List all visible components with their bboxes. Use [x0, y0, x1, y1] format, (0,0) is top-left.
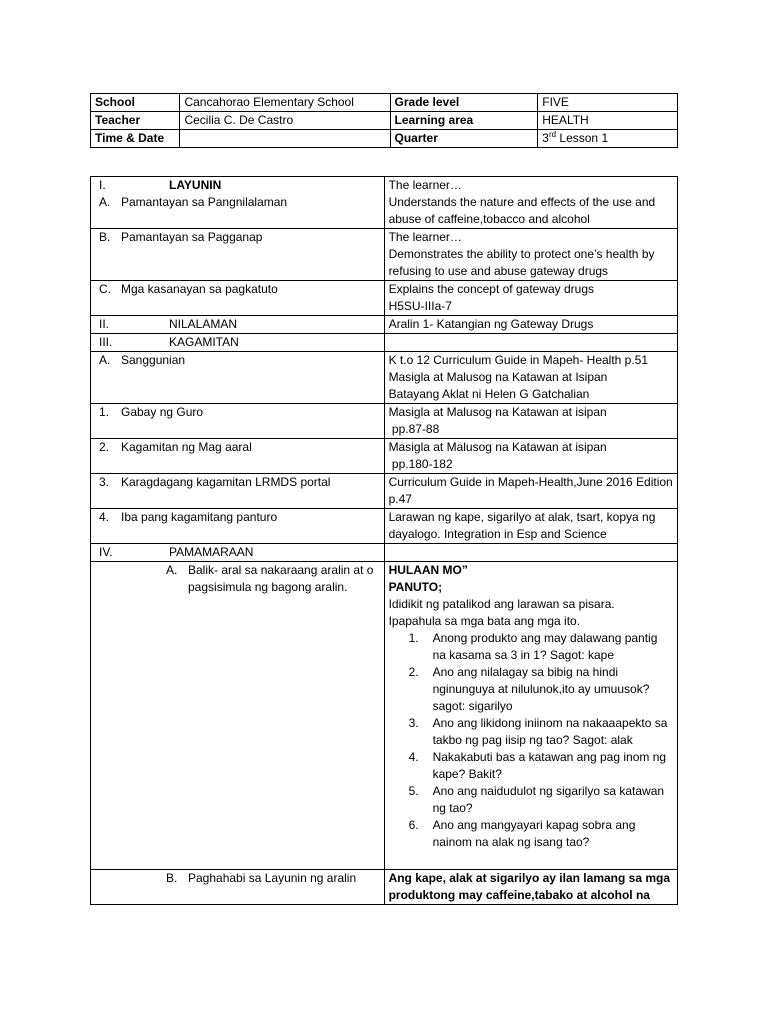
section-title: LAYUNIN: [169, 178, 222, 192]
letter-b: B.: [166, 871, 178, 885]
letter-a: A.: [166, 563, 178, 577]
row-value-cell: [384, 562, 677, 870]
quarter-rest: Lesson 1: [556, 131, 609, 145]
empty-cell: [384, 544, 677, 562]
item-num: 1.: [99, 405, 110, 419]
teacher-label: Teacher: [91, 112, 180, 130]
row-label-cell: [91, 474, 385, 509]
table-row: [91, 439, 678, 474]
row-label-cell: [91, 229, 385, 281]
row-value: The learner…: [388, 230, 462, 244]
item-num: 3.: [408, 716, 419, 730]
row-value-cell: [384, 281, 677, 316]
instruction-line: Ididikit ng patalikod ang larawan sa pisara.: [388, 597, 615, 611]
table-row: [91, 112, 678, 130]
row-label-cell: [91, 281, 385, 316]
table-row: [91, 562, 678, 870]
table-row: [91, 352, 678, 404]
quarter-num: 3: [542, 131, 549, 145]
list-item: [389, 630, 673, 664]
row-label-cell: [91, 352, 385, 404]
row-value-cell: [384, 229, 677, 281]
row-label-cell: [91, 439, 385, 474]
roman-3: III.: [99, 335, 113, 349]
row-value: Aralin 1- Katangian ng Gateway Drugs: [384, 316, 677, 334]
table-row: [91, 316, 678, 334]
row-label: Gabay ng Guro: [121, 405, 204, 419]
row-label-cell: [91, 404, 385, 439]
row-label: Sanggunian: [121, 353, 186, 367]
row-value: Larawan ng kape, sigarilyo at alak, tsart, kopya ng dayalogo. Integration in Esp and Science: [384, 509, 677, 544]
row-value: pp.180-182: [388, 457, 453, 471]
table-row: [91, 509, 678, 544]
letter-c: C.: [99, 282, 111, 296]
question-text: Ano ang mangyayari kapag sobra ang nainom na alak ng isang tao?: [432, 818, 636, 849]
item-num: 4.: [99, 510, 110, 524]
section-cell: [91, 334, 385, 352]
roman-2: II.: [99, 317, 110, 331]
quarter-sup: rd: [548, 130, 557, 139]
section-title: KAGAMITAN: [169, 335, 239, 349]
letter-a: A.: [99, 195, 111, 209]
row-label: Pamantayan sa Pangnilalaman: [121, 195, 288, 209]
row-value-cell: [384, 439, 677, 474]
table-row: [91, 281, 678, 316]
row-label: Paghahabi sa Layunin ng aralin: [188, 871, 357, 885]
header-table: [90, 93, 678, 148]
table-row: [91, 130, 678, 148]
row-value: Masigla at Malusog na Katawan at Isipan: [388, 370, 608, 384]
section-cell: [91, 316, 385, 334]
activity-title: HULAAN MO”: [388, 563, 468, 577]
area-value: HEALTH: [538, 112, 678, 130]
list-item: [389, 783, 673, 817]
lesson-plan-table: [90, 176, 678, 905]
table-row: [91, 404, 678, 439]
grade-value: FIVE: [538, 94, 678, 112]
row-value: Ang kape, alak at sigarilyo ay ilan lamang sa mga produktong may caffeine,tabako at alcohol na: [384, 870, 677, 905]
school-value: Cancahorao Elementary School: [180, 94, 390, 112]
teacher-value: Cecilia C. De Castro: [180, 112, 390, 130]
row-value: Explains the concept of gateway drugs: [388, 282, 595, 296]
list-item: [389, 817, 673, 851]
letter-b: B.: [99, 230, 111, 244]
section-title: PAMAMARAAN: [169, 545, 254, 559]
table-row: [91, 544, 678, 562]
area-label: Learning area: [390, 112, 538, 130]
time-value: [180, 130, 390, 148]
roman-4: IV.: [99, 545, 113, 559]
school-label: School: [91, 94, 180, 112]
item-num: 2.: [99, 440, 110, 454]
table-row: [91, 474, 678, 509]
list-item: [389, 749, 673, 783]
row-label: Pamantayan sa Pagganap: [121, 230, 263, 244]
row-label: Mga kasanayan sa pagkatuto: [121, 282, 278, 296]
row-value-cell: [384, 404, 677, 439]
item-num: 1.: [408, 631, 419, 645]
objectives-cell: [91, 177, 385, 229]
row-label-cell: [91, 870, 385, 905]
table-row: [91, 177, 678, 229]
question-text: Ano ang naidudulot ng sigarilyo sa katawan ng tao?: [432, 784, 665, 815]
row-value: The learner…: [388, 178, 462, 192]
table-row: [91, 229, 678, 281]
objectives-value: [384, 177, 677, 229]
list-item: [389, 664, 673, 715]
roman-1: I.: [99, 178, 106, 192]
item-num: 2.: [408, 665, 419, 679]
row-value: Demonstrates the ability to protect one’s health by refusing to use and abuse gateway drugs: [388, 247, 655, 278]
grade-label: Grade level: [390, 94, 538, 112]
question-text: Anong produkto ang may dalawang pantig na kasama sa 3 in 1? Sagot: kape: [432, 631, 658, 662]
row-value: Curriculum Guide in Mapeh-Health,June 2016 Edition p.47: [384, 474, 677, 509]
item-num: 3.: [99, 475, 110, 489]
item-num: 5.: [408, 784, 419, 798]
row-label: Iba pang kagamitang panturo: [121, 510, 278, 524]
instruction-line: Ipapahula sa mga bata ang mga ito.: [388, 614, 581, 628]
item-num: 4.: [408, 750, 419, 764]
empty-cell: [384, 334, 677, 352]
item-num: 6.: [408, 818, 419, 832]
time-label: Time & Date: [91, 130, 180, 148]
row-value: Masigla at Malusog na Katawan at isipan: [388, 440, 607, 454]
question-text: Ano ang likidong iniinom na nakaaapekto sa takbo ng pag iisip ng tao? Sagot: alak: [432, 716, 668, 747]
table-row: [91, 870, 678, 905]
question-list: [389, 630, 673, 851]
row-value: Masigla at Malusog na Katawan at isipan: [388, 405, 607, 419]
question-text: Ano ang nilalagay sa bibig na hindi nginunguya at nilulunok,ito ay umuusok? sagot: sigarilyo: [432, 665, 650, 713]
row-value: H5SU-IIIa-7: [388, 299, 452, 313]
row-value: Understands the nature and effects of the use and abuse of caffeine,tobacco and alcohol: [388, 195, 656, 226]
table-row: [91, 94, 678, 112]
question-text: Nakakabuti bas a katawan ang pag inom ng kape? Bakit?: [432, 750, 667, 781]
row-label: Kagamitan ng Mag aaral: [121, 440, 252, 454]
row-label-cell: [91, 509, 385, 544]
row-label: Karagdagang kagamitan LRMDS portal: [121, 475, 331, 489]
list-item: [389, 715, 673, 749]
row-label-cell: [91, 562, 385, 870]
row-value: K t.o 12 Curriculum Guide in Mapeh- Health p.51: [388, 353, 649, 367]
quarter-value: [538, 130, 678, 148]
letter-a: A.: [99, 353, 111, 367]
section-cell: [91, 544, 385, 562]
row-value: pp.87-88: [388, 422, 440, 436]
section-title: NILALAMAN: [169, 317, 238, 331]
table-row: [91, 334, 678, 352]
instructions-title: PANUTO;: [388, 580, 443, 594]
row-value: Batayang Aklat ni Helen G Gatchalian: [388, 387, 590, 401]
quarter-label: Quarter: [390, 130, 538, 148]
row-value-cell: [384, 352, 677, 404]
row-label: Balik- aral sa nakaraang aralin at o pagsisimula ng bagong aralin.: [188, 563, 374, 594]
